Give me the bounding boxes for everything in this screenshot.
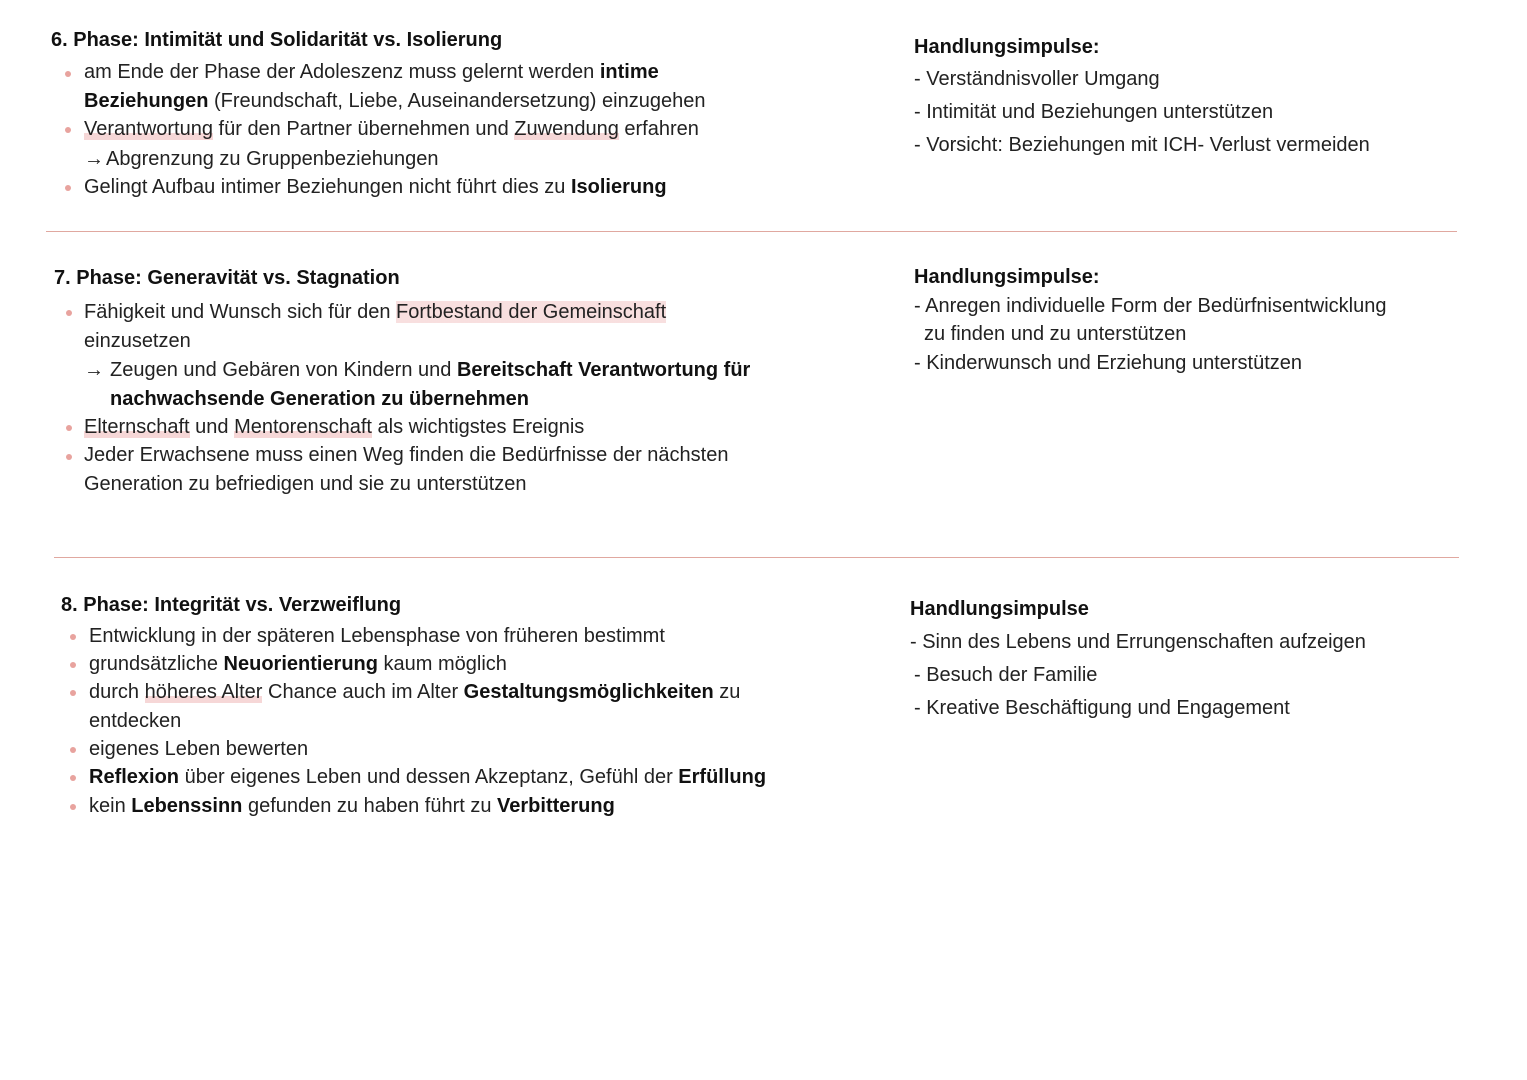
bullet-dot xyxy=(66,454,72,460)
phase-8-impulse-2: - Besuch der Familie xyxy=(914,664,1098,686)
phase-8-impulse-title: Handlungsimpulse xyxy=(910,598,1089,620)
phase-7-title: 7. Phase: Generavität vs. Stagnation xyxy=(54,267,400,289)
phase-8-impulse-1: - Sinn des Lebens und Errungenschaften aufzeigen xyxy=(910,631,1366,653)
phase-6-impulse-1: - Verständnisvoller Umgang xyxy=(914,68,1160,90)
phase-7-bullet-1-line-3: → Zeugen und Gebären von Kindern und Bereitschaft Verantwortung für xyxy=(84,359,751,381)
phase-7-bullet-1-line-2: einzusetzen xyxy=(84,330,191,352)
phase-6-impulse-title: Handlungsimpulse: xyxy=(914,36,1100,58)
phase-6-title: 6. Phase: Intimität und Solidarität vs. Isolierung xyxy=(51,29,503,51)
phase-7-impulse-2: - Kinderwunsch und Erziehung unterstützen xyxy=(914,352,1303,374)
arrow-right-icon: → xyxy=(84,359,104,381)
phase-6-impulse-3: - Vorsicht: Beziehungen mit ICH- Verlust vermeiden xyxy=(914,134,1370,156)
phase-6-bullet-1-line-2: Beziehungen (Freundschaft, Liebe, Auseinandersetzung) einzugehen xyxy=(84,90,706,112)
phase-6-bullet-2-line-2: → Abgrenzung zu Gruppenbeziehungen xyxy=(84,148,439,170)
bullet-dot xyxy=(70,662,76,668)
phase-7-impulse-1: - Anregen individuelle Form der Bedürfnisentwicklung xyxy=(914,295,1387,317)
bullet-dot xyxy=(65,127,71,133)
section-divider xyxy=(46,231,1457,232)
bullet-dot xyxy=(70,775,76,781)
bullet-dot xyxy=(66,310,72,316)
phase-7-bullet-2: Elternschaft und Mentorenschaft als wichtigstes Ereignis xyxy=(84,416,585,438)
phase-8-bullet-1: Entwicklung in der späteren Lebensphase von früheren bestimmt xyxy=(89,625,665,647)
phase-6-bullet-3: Gelingt Aufbau intimer Beziehungen nicht führt dies zu Isolierung xyxy=(84,176,667,198)
phase-8-bullet-3-line-2: entdecken xyxy=(89,710,182,732)
bullet-dot xyxy=(65,71,71,77)
phase-7-bullet-1-line-4: nachwachsende Generation zu übernehmen xyxy=(110,388,529,410)
phase-7-bullet-1-line-1: Fähigkeit und Wunsch sich für den Fortbestand der Gemeinschaft xyxy=(84,301,667,323)
bullet-dot xyxy=(65,185,71,191)
phase-8-impulse-3: - Kreative Beschäftigung und Engagement xyxy=(914,697,1290,719)
bullet-dot xyxy=(66,425,72,431)
bullet-dot xyxy=(70,634,76,640)
phase-6-bullet-2-line-1: Verantwortung für den Partner übernehmen und Zuwendung erfahren xyxy=(84,118,699,140)
phase-7-impulse-title: Handlungsimpulse: xyxy=(914,266,1100,288)
phase-8-bullet-5: Reflexion über eigenes Leben und dessen Akzeptanz, Gefühl der Erfüllung xyxy=(89,766,767,788)
phase-8-title: 8. Phase: Integrität vs. Verzweiflung xyxy=(61,594,402,616)
phase-7-bullet-3-line-2: Generation zu befriedigen und sie zu unterstützen xyxy=(84,473,527,495)
phase-8-bullet-3-line-1: durch höheres Alter Chance auch im Alter Gestaltungsmöglichkeiten zu xyxy=(89,681,741,703)
bullet-dot xyxy=(70,804,76,810)
phase-8-bullet-6: kein Lebenssinn gefunden zu haben führt zu Verbitterung xyxy=(89,795,615,817)
phase-6-impulse-2: - Intimität und Beziehungen unterstützen xyxy=(914,101,1274,123)
bullet-dot xyxy=(70,690,76,696)
bullet-dot xyxy=(70,747,76,753)
phase-7-bullet-3-line-1: Jeder Erwachsene muss einen Weg finden die Bedürfnisse der nächsten xyxy=(84,444,729,466)
phase-7-impulse-1-cont: zu finden und zu unterstützen xyxy=(924,323,1187,345)
phase-6-bullet-1-line-1: am Ende der Phase der Adoleszenz muss gelernt werden intime xyxy=(84,61,659,83)
phase-8-bullet-4: eigenes Leben bewerten xyxy=(89,738,309,760)
phase-8-bullet-2: grundsätzliche Neuorientierung kaum möglich xyxy=(89,653,507,675)
section-divider xyxy=(54,557,1459,558)
arrow-right-icon: → xyxy=(84,148,104,170)
